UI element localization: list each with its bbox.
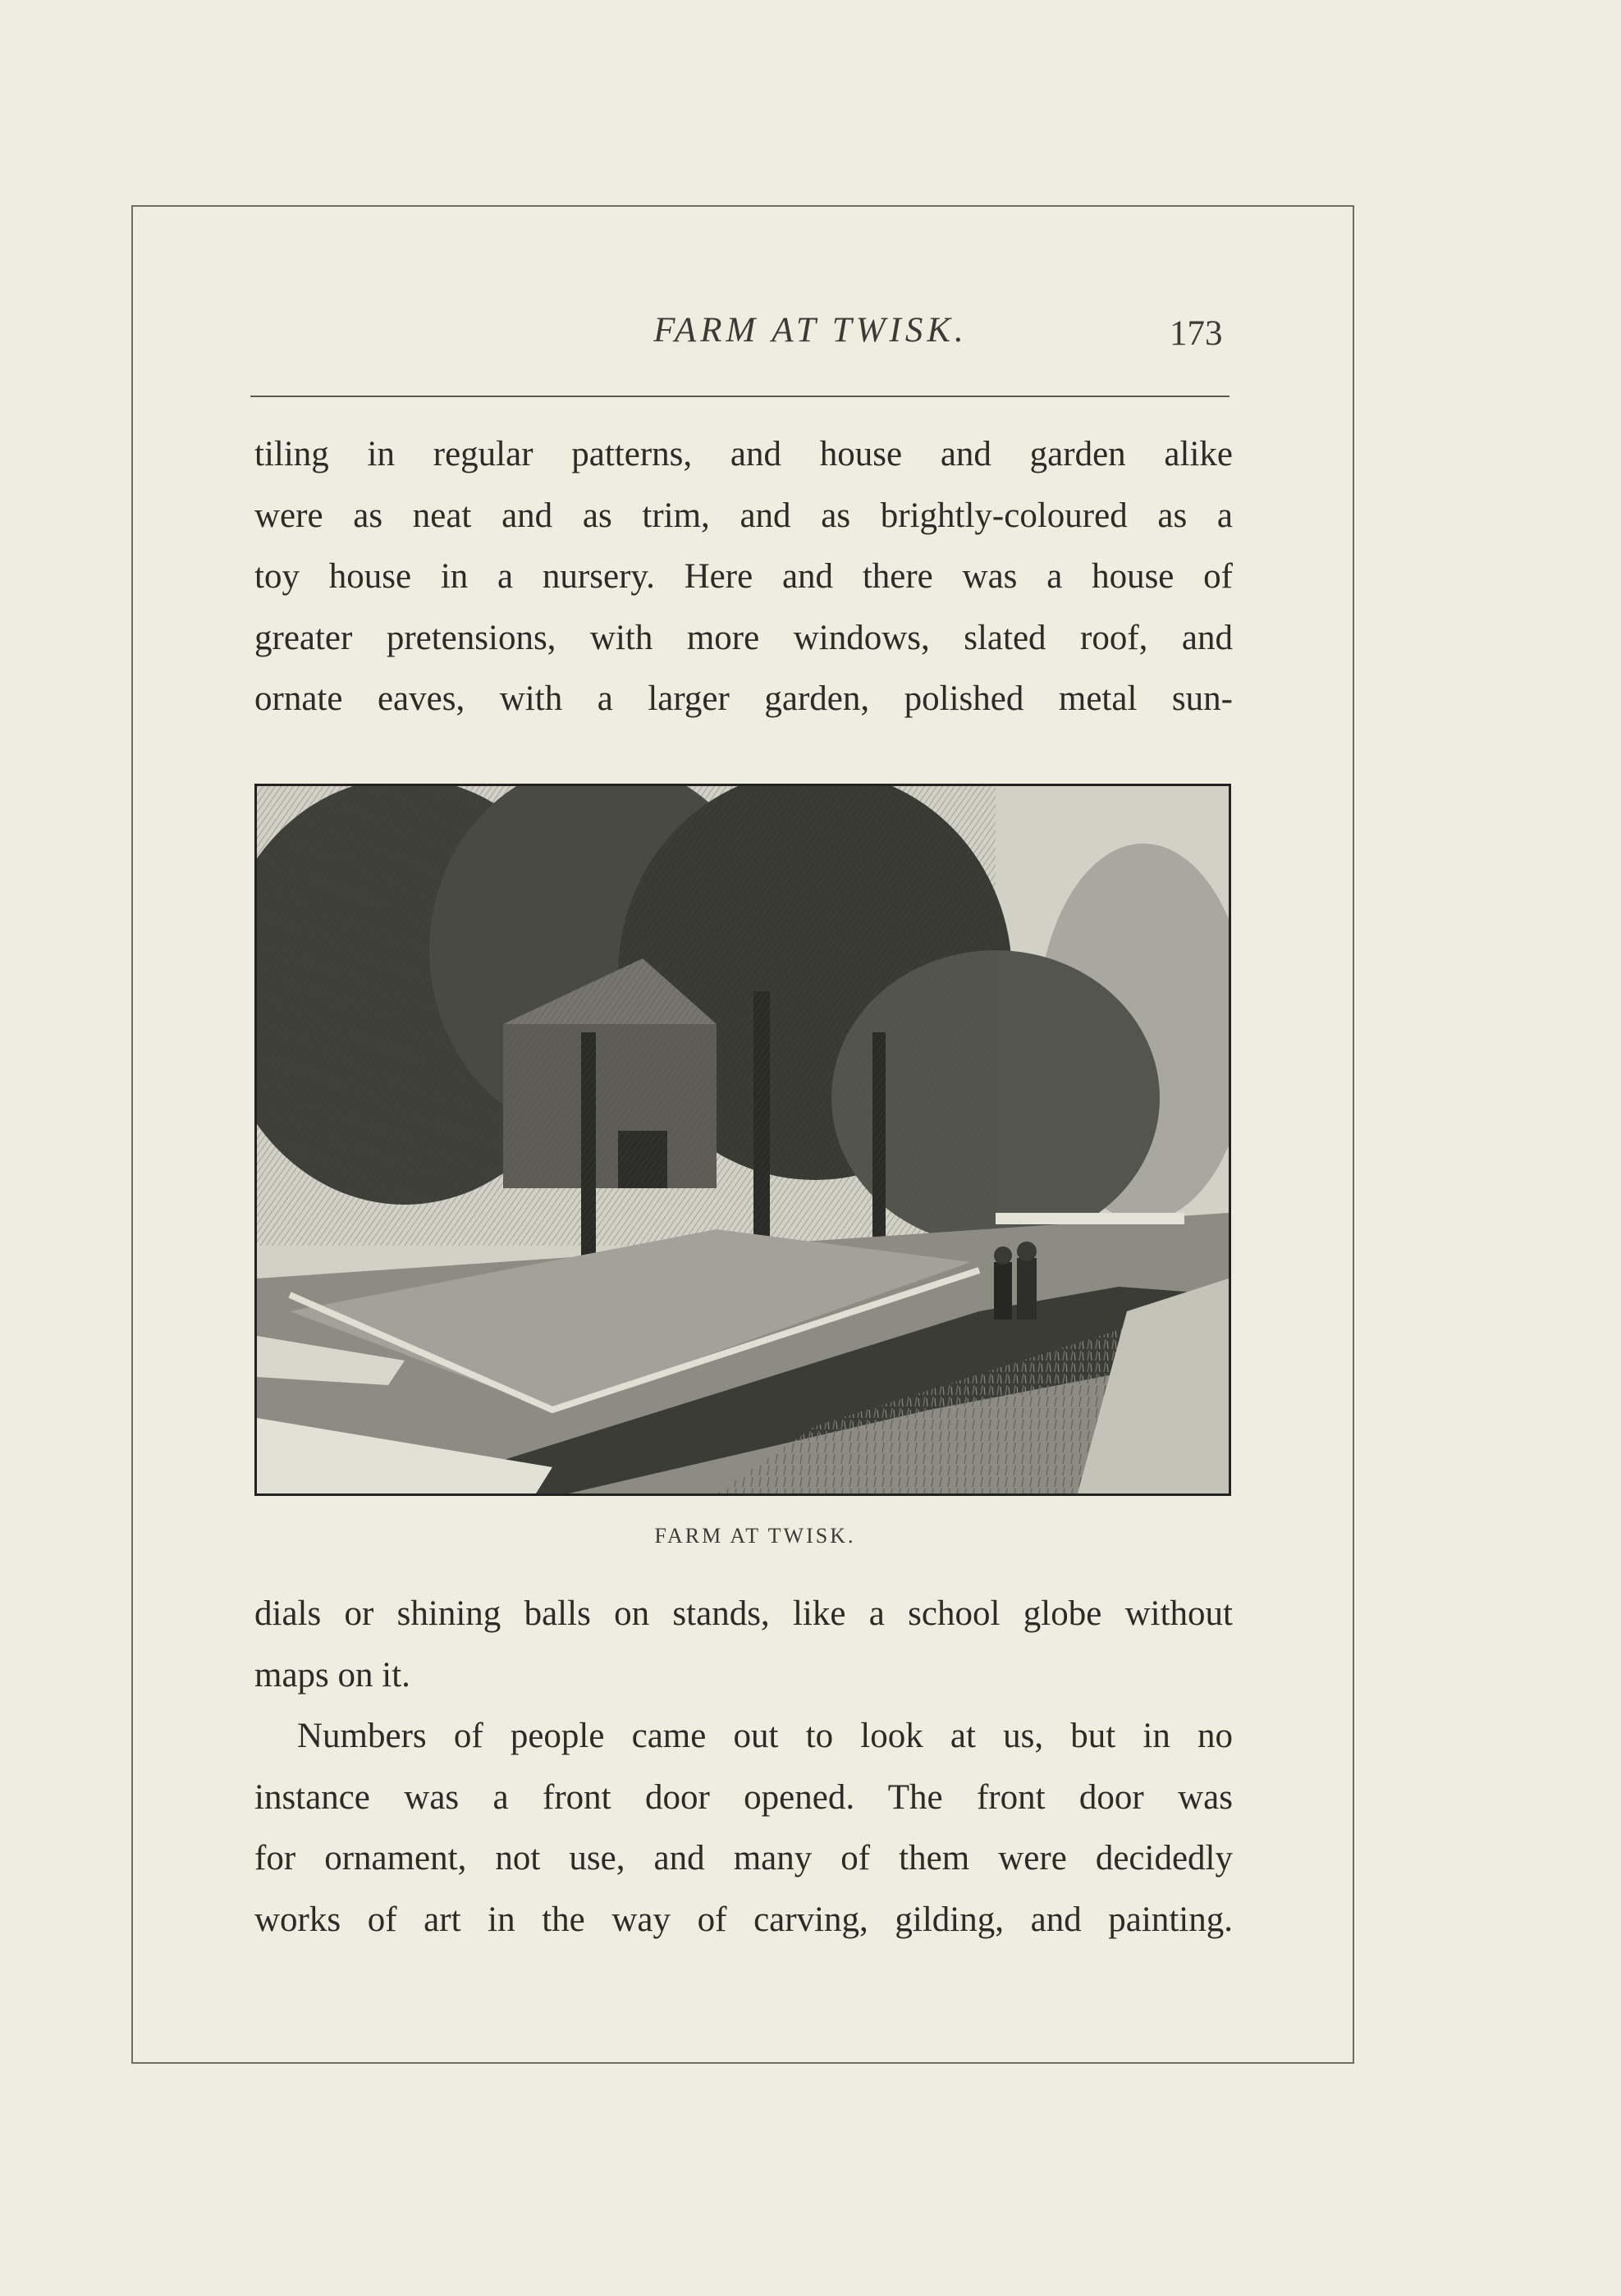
text-line: tiling in regular patterns, and house and garden alike bbox=[254, 435, 1233, 473]
farm-illustration bbox=[254, 784, 1231, 1496]
text-line: instance was a front door opened. The front door was bbox=[254, 1777, 1233, 1817]
text-line: for ornament, not use, and many of them were decidedly bbox=[254, 1839, 1233, 1878]
text-line: ornate eaves, with a larger garden, polished metal sun- bbox=[254, 679, 1233, 718]
text-line: maps on it. bbox=[254, 1655, 410, 1695]
text-line: works of art in the way of carving, gilding, and painting. bbox=[254, 1900, 1233, 1939]
body-text-bottom bbox=[254, 1584, 1233, 1951]
body-text-top bbox=[254, 424, 1233, 730]
page-number: 173 bbox=[1170, 314, 1223, 353]
text-line: dials or shining balls on stands, like a school globe without bbox=[254, 1594, 1233, 1633]
text-line: greater pretensions, with more windows, slated roof, and bbox=[254, 618, 1233, 657]
figure-caption: FARM AT TWISK. bbox=[654, 1524, 856, 1548]
text-line: toy house in a nursery. Here and there was a house of bbox=[254, 557, 1233, 596]
text-line: Numbers of people came out to look at us, but in no bbox=[297, 1717, 1233, 1755]
header-rule bbox=[250, 396, 1229, 397]
running-title: FARM AT TWISK. bbox=[653, 311, 968, 350]
text-line: were as neat and as trim, and as brightly-coloured as a bbox=[254, 496, 1233, 535]
farm-engraving bbox=[257, 786, 1229, 1493]
